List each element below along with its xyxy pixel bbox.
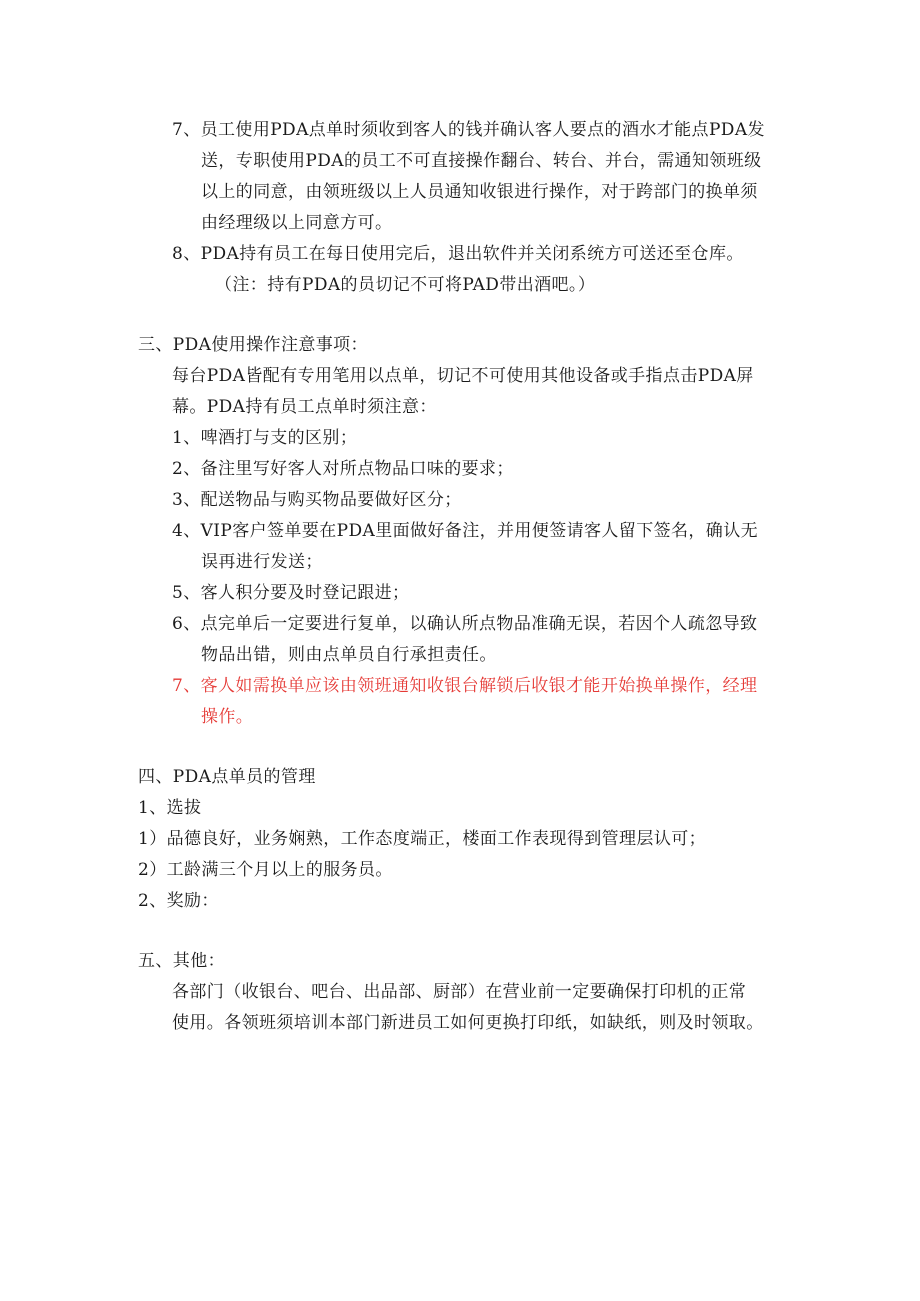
rule-7-line-2: 送，专职使用PDA的员工不可直接操作翻台、转台、并台，需通知领班级 bbox=[201, 151, 762, 171]
section-3-item-4-line-2: 误再进行发送； bbox=[201, 552, 323, 572]
section-4-heading: 四、PDA点单员的管理 bbox=[138, 767, 316, 787]
section-3-item-2: 2、备注里写好客人对所点物品口味的要求； bbox=[172, 459, 514, 479]
section-4-line-4: 2、奖励： bbox=[138, 891, 219, 911]
section-3-item-3: 3、配送物品与购买物品要做好区分； bbox=[172, 490, 462, 510]
rule-8-note: （注：持有PDA的员切记不可将PAD带出酒吧。） bbox=[215, 275, 596, 295]
section-4-line-1: 1、选拔 bbox=[138, 798, 202, 818]
section-3-item-7-line-2: 操作。 bbox=[201, 707, 254, 727]
section-3-item-6-line-2: 物品出错，则由点单员自行承担责任。 bbox=[201, 645, 497, 665]
section-3-item-1: 1、啤酒打与支的区别； bbox=[172, 428, 358, 448]
section-3-heading: 三、PDA使用操作注意事项： bbox=[138, 335, 368, 355]
rule-7-line-4: 由经理级以上同意方可。 bbox=[201, 213, 393, 233]
section-5-body-line-1: 各部门（收银台、吧台、出品部、厨部）在营业前一定要确保打印机的正常 bbox=[172, 982, 747, 1002]
section-4-line-2: 1）品德良好，业务娴熟，工作态度端正，楼面工作表现得到管理层认可； bbox=[138, 829, 707, 849]
section-3-item-5: 5、客人积分要及时登记跟进； bbox=[172, 583, 410, 603]
section-3-intro-line-1: 每台PDA皆配有专用笔用以点单，切记不可使用其他设备或手指点击PDA屏 bbox=[172, 366, 754, 386]
section-3-item-4-line-1: 4、VIP客户签单要在PDA里面做好备注，并用便签请客人留下签名，确认无 bbox=[172, 521, 758, 541]
rule-8-line-1: 8、PDA持有员工在每日使用完后，退出软件并关闭系统方可送还至仓库。 bbox=[172, 244, 744, 264]
rule-7-line-3: 以上的同意，由领班级以上人员通知收银进行操作，对于跨部门的换单须 bbox=[201, 182, 758, 202]
section-3-item-6-line-1: 6、点完单后一定要进行复单，以确认所点物品准确无误，若因个人疏忽导致 bbox=[172, 614, 758, 634]
section-5-heading: 五、其他： bbox=[138, 951, 225, 971]
section-4-line-3: 2）工龄满三个月以上的服务员。 bbox=[138, 860, 393, 880]
section-3-intro-line-2: 幕。PDA持有员工点单时须注意： bbox=[172, 397, 437, 417]
section-3-item-7-line-1: 7、客人如需换单应该由领班通知收银台解锁后收银才能开始换单操作，经理 bbox=[172, 676, 758, 696]
rule-7-line-1: 7、员工使用PDA点单时须收到客人的钱并确认客人要点的酒水才能点PDA发 bbox=[172, 120, 765, 140]
section-5-body-line-2: 使用。各领班须培训本部门新进员工如何更换打印纸，如缺纸，则及时领取。 bbox=[172, 1013, 764, 1033]
